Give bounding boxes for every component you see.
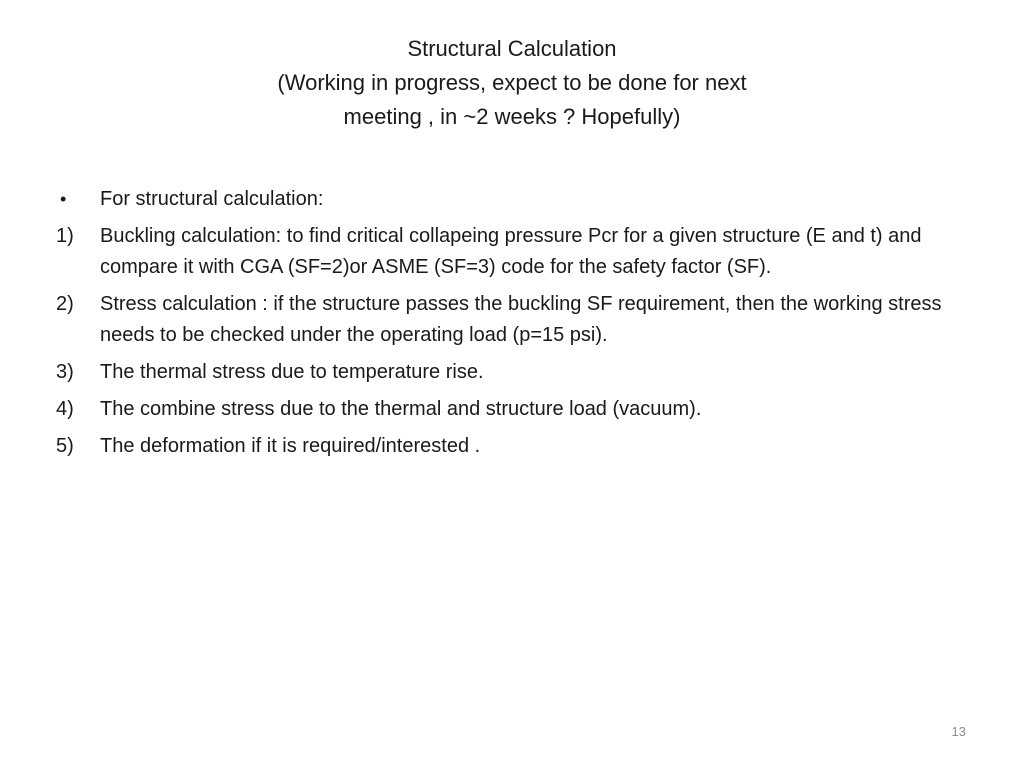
bullet-text: For structural calculation: <box>100 188 324 210</box>
title-line-3: meeting , in ~2 weeks ? Hopefully) <box>343 104 681 129</box>
slide-title <box>120 32 904 134</box>
title-line-2: (Working in progress, expect to be done for next <box>277 70 747 95</box>
number-marker: 2) <box>56 293 74 315</box>
number-marker: 4) <box>56 398 74 420</box>
title-line-1: Structural Calculation <box>407 36 617 61</box>
number-marker: 5) <box>56 435 74 457</box>
slide-number: 13 <box>951 724 966 739</box>
bullet-item <box>56 184 966 215</box>
slide-body <box>56 184 966 468</box>
numbered-item-3 <box>56 357 966 388</box>
number-marker: 3) <box>56 361 74 383</box>
item-text: The thermal stress due to temperature rise. <box>100 361 484 383</box>
numbered-item-2 <box>56 289 966 351</box>
item-text: Buckling calculation: to find critical collapeing pressure Pcr for a given structure (E and t) and compare it with CGA (SF=2)or ASME (SF=3) code for the safety factor (SF). <box>100 225 922 278</box>
numbered-item-1 <box>56 221 966 283</box>
item-text: The combine stress due to the thermal and structure load (vacuum). <box>100 398 702 420</box>
number-marker: 1) <box>56 225 74 247</box>
numbered-item-5 <box>56 431 966 462</box>
item-text: The deformation if it is required/interested . <box>100 435 481 457</box>
item-text: Stress calculation : if the structure passes the buckling SF requirement, then the working stress needs to be checked under the operating load (p=15 psi). <box>100 293 942 346</box>
bullet-marker: • <box>60 189 67 209</box>
numbered-item-4 <box>56 394 966 425</box>
